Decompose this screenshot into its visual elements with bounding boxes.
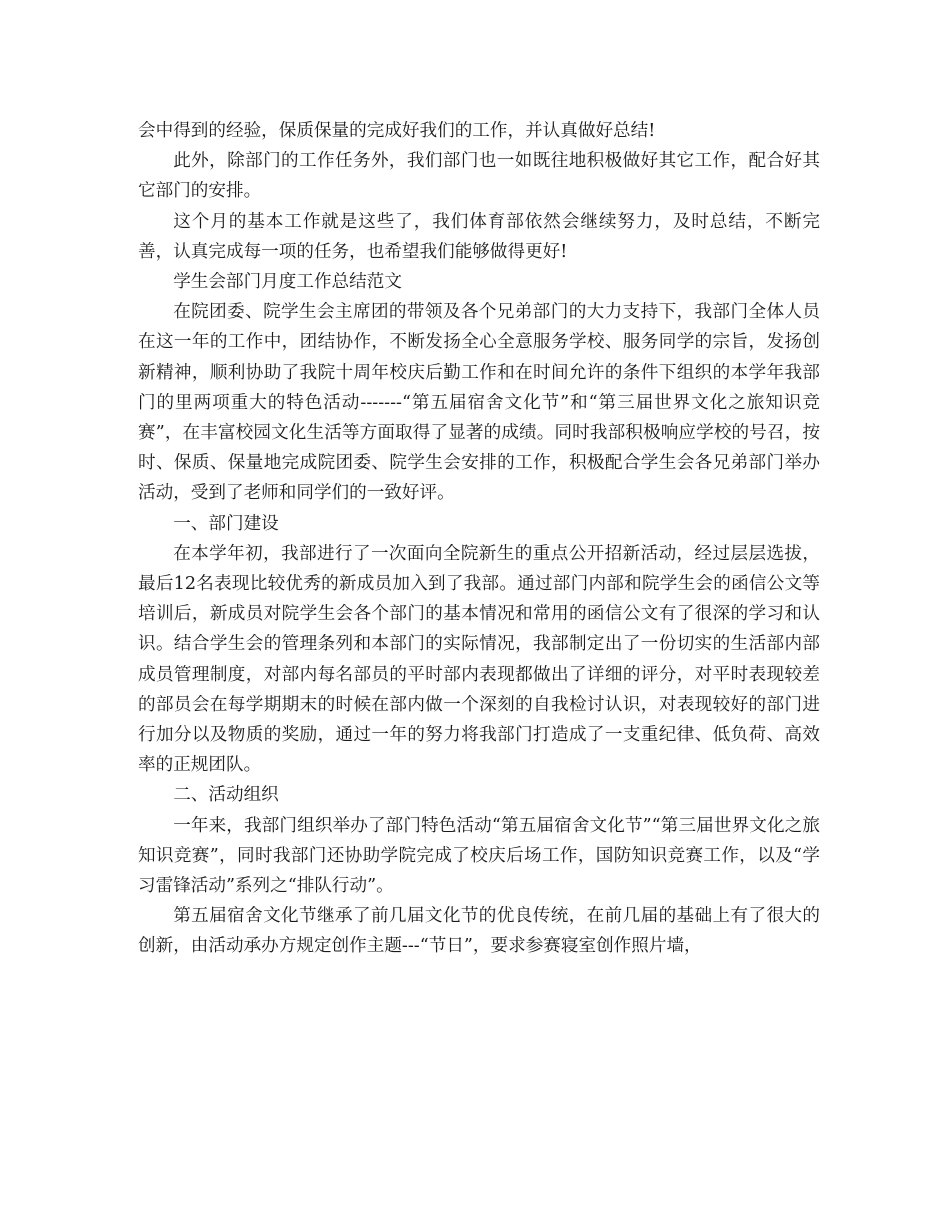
heading-department-building: 一、部门建设 (173, 513, 279, 534)
paragraph-intro: 在院团委、院学生会主席团的带领及各个兄弟部门的大力支持下，我部门全体人员在这一年的工作中，团结协作，不断发扬全心全意服务学校、服务同学的宗旨，发扬创新精神，顺利协助了我院十周年校庆后勤工作和在时间允许的条件下组织的本学年我部门的里两项重大的特色活动-------“第五届宿舍文化节”和“第三届世界文化之旅知识竞赛”，在丰富校园文化生活等方面取得了显著的成绩。同时我部积极响应学校的号召，按时、保质、保量地完成院团委、院学生会安排的工作，积极配合学生会各兄弟部门举办活动，受到了老师和同学们的一致好评。 (138, 302, 820, 504)
heading-activity-organization: 二、活动组织 (173, 785, 279, 806)
paragraph-dorm-culture-festival: 第五届宿舍文化节继承了前几届文化节的优良传统，在前几届的基础上有了很大的创新，由活动承办方规定创作主题---“节日”，要求参赛寝室创作照片墙， (138, 906, 820, 957)
paragraph-monthly-summary: 这个月的基本工作就是这些了，我们体育部依然会继续努力，及时总结，不断完善，认真完成每一项的任务，也希望我们能够做得更好! (138, 211, 820, 262)
paragraph-other-work: 此外，除部门的工作任务外，我们部门也一如既往地积极做好其它工作，配合好其它部门的安排。 (138, 151, 820, 202)
paragraph-activity-organization: 一年来，我部门组织举办了部门特色活动“第五届宿舍文化节”“第三届世界文化之旅知识竞赛”，同时我部门还协助学院完成了校庆后场工作，国防知识竞赛工作，以及“学习雷锋活动”系列之“排队行动”。 (138, 815, 820, 897)
section-title: 学生会部门月度工作总结范文 (173, 272, 402, 293)
document-body (138, 116, 820, 962)
paragraph-department-building: 在本学年初，我部进行了一次面向全院新生的重点公开招新活动，经过层层选拔，最后12名表现比较优秀的新成员加入到了我部。通过部门内部和院学生会的函信公文等培训后，新成员对院学生会各个部门的基本情况和常用的函信公文有了很深的学习和认识。结合学生会的管理条列和本部门的实际情况，我部制定出了一份切实的生活部内部成员管理制度，对部内每名部员的平时部内表现都做出了详细的评分，对平时表现较差的部员会在每学期期末的时候在部内做一个深刻的自我检讨认识，对表现较好的部门进行加分以及物质的奖励，通过一年的努力将我部门打造成了一支重纪律、低负荷、高效率的正规团队。 (138, 543, 820, 776)
paragraph-continuation: 会中得到的经验，保质保量的完成好我们的工作，并认真做好总结! (138, 121, 656, 141)
